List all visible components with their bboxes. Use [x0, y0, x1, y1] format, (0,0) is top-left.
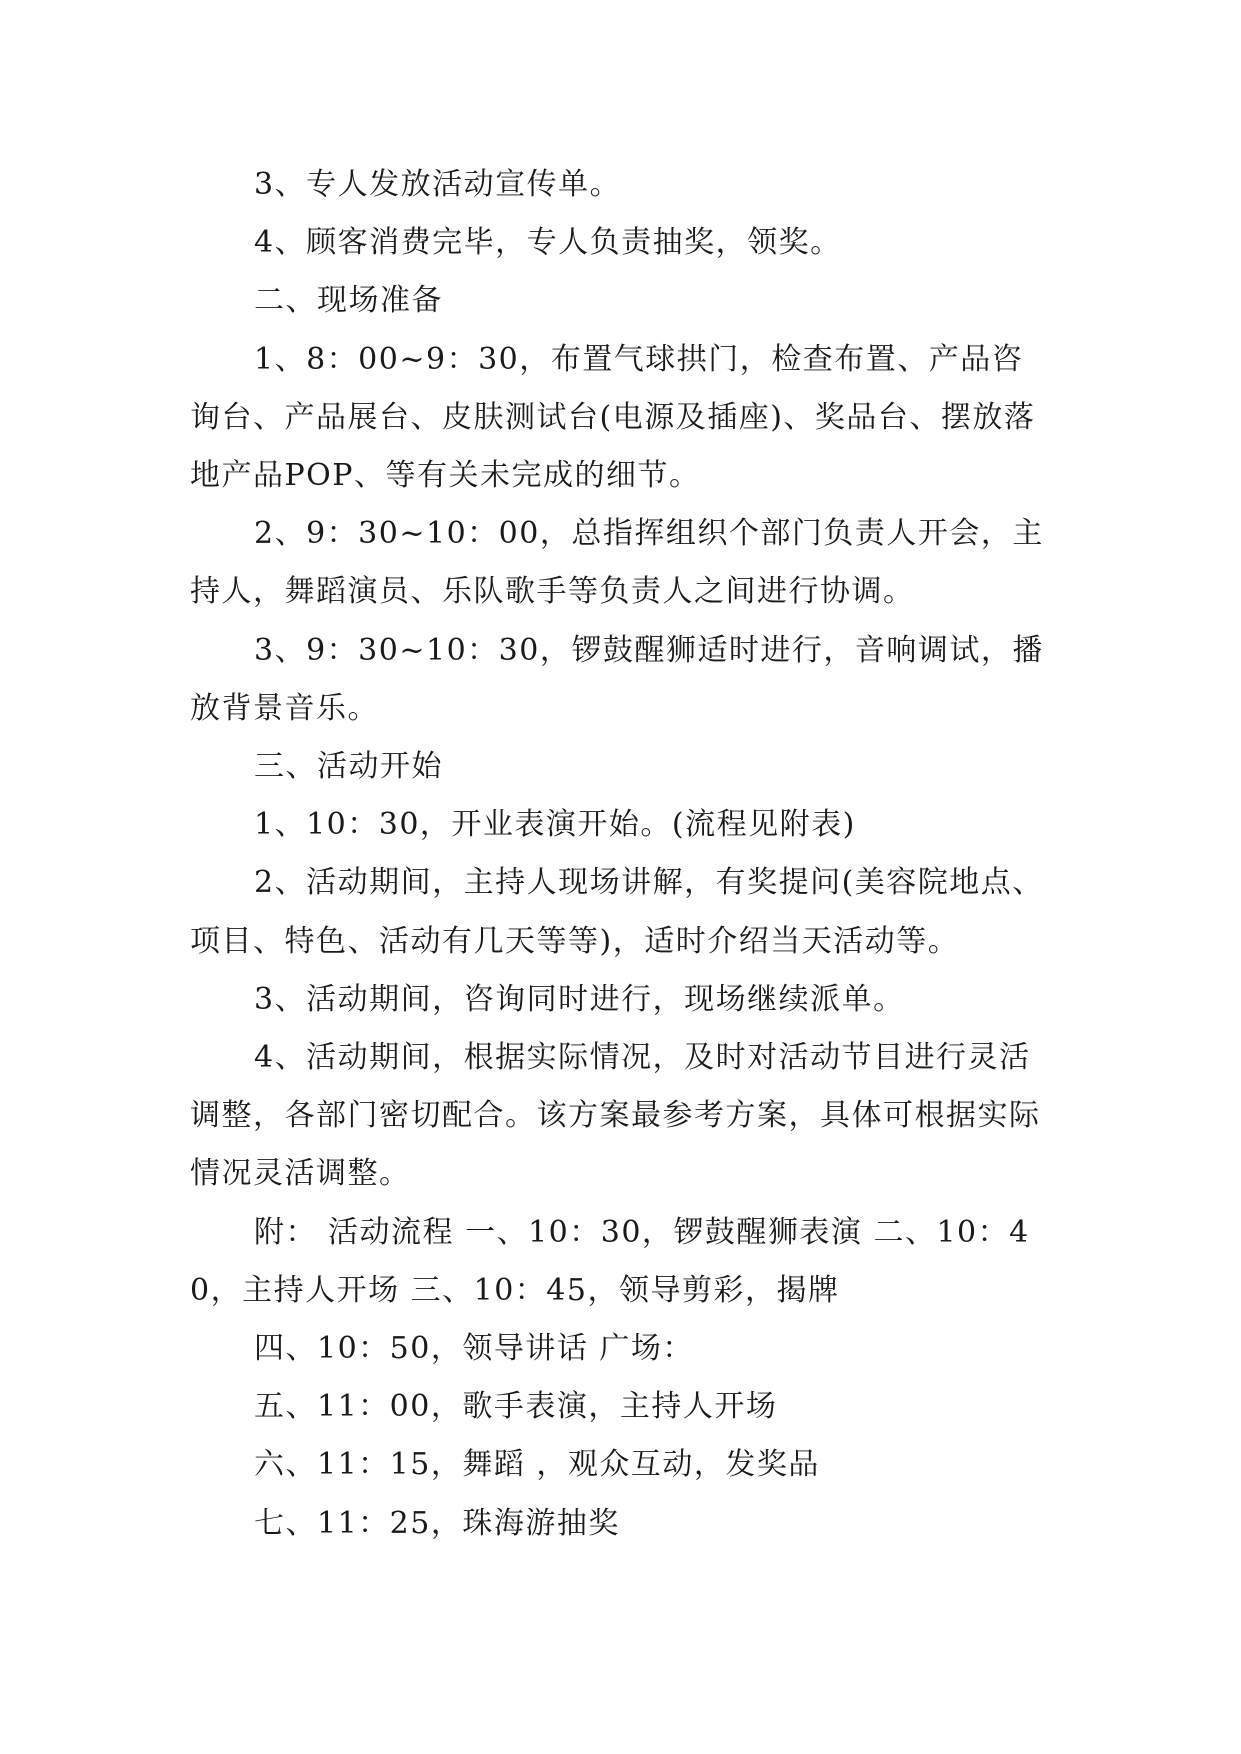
schedule-item-6: 六、11：15，舞蹈 ，观众互动，发奖品 — [254, 1447, 820, 1483]
paragraph-activity-2-host: 2、活动期间，主持人现场讲解，有奖提问(美容院地点、项目、特色、活动有几天等等)，适时介绍当天活动等。 — [190, 865, 1044, 959]
paragraph-activity-3-consulting: 3、活动期间，咨询同时进行，现场继续派单。 — [254, 981, 905, 1017]
paragraph-appendix-schedule: 附： 活动流程 一、10：30，锣鼓醒狮表演 二、10：40，主持人开场 三、10：45，领导剪彩，揭牌 — [190, 1214, 1030, 1308]
paragraph-item-4-lottery: 4、顾客消费完毕，专人负责抽奖，领奖。 — [254, 225, 842, 261]
paragraph-prep-3-lion-dance: 3、9：30~10：30，锣鼓醒狮适时进行，音响调试，播放背景音乐。 — [190, 632, 1044, 726]
schedule-item-5: 五、11：00，歌手表演，主持人开场 — [254, 1389, 778, 1425]
paragraph-activity-1-opening: 1、10：30，开业表演开始。(流程见附表) — [254, 807, 856, 843]
schedule-item-4: 四、10：50，领导讲话 广场： — [254, 1331, 694, 1367]
paragraph-activity-4-adjustment: 4、活动期间，根据实际情况，及时对活动节目进行灵活调整，各部门密切配合。该方案最参考方案，具体可根据实际情况灵活调整。 — [190, 1040, 1041, 1192]
paragraph-prep-1-setup: 1、8：00~9：30，布置气球拱门，检查布置、产品咨询台、产品展台、皮肤测试台(电源及插座)、奖品台、摆放落地产品POP、等有关未完成的细节。 — [190, 341, 1036, 494]
schedule-item-7: 七、11：25，珠海游抽奖 — [254, 1505, 620, 1541]
section-heading-activity-start: 三、活动开始 — [254, 749, 443, 785]
paragraph-prep-2-meeting: 2、9：30~10：00，总指挥组织个部门负责人开会，主持人，舞蹈演员、乐队歌手等负责人之间进行协调。 — [190, 516, 1044, 610]
section-heading-onsite-preparation: 二、现场准备 — [254, 283, 443, 319]
paragraph-item-3-flyers: 3、专人发放活动宣传单。 — [254, 167, 622, 202]
document-body — [190, 156, 1046, 1553]
